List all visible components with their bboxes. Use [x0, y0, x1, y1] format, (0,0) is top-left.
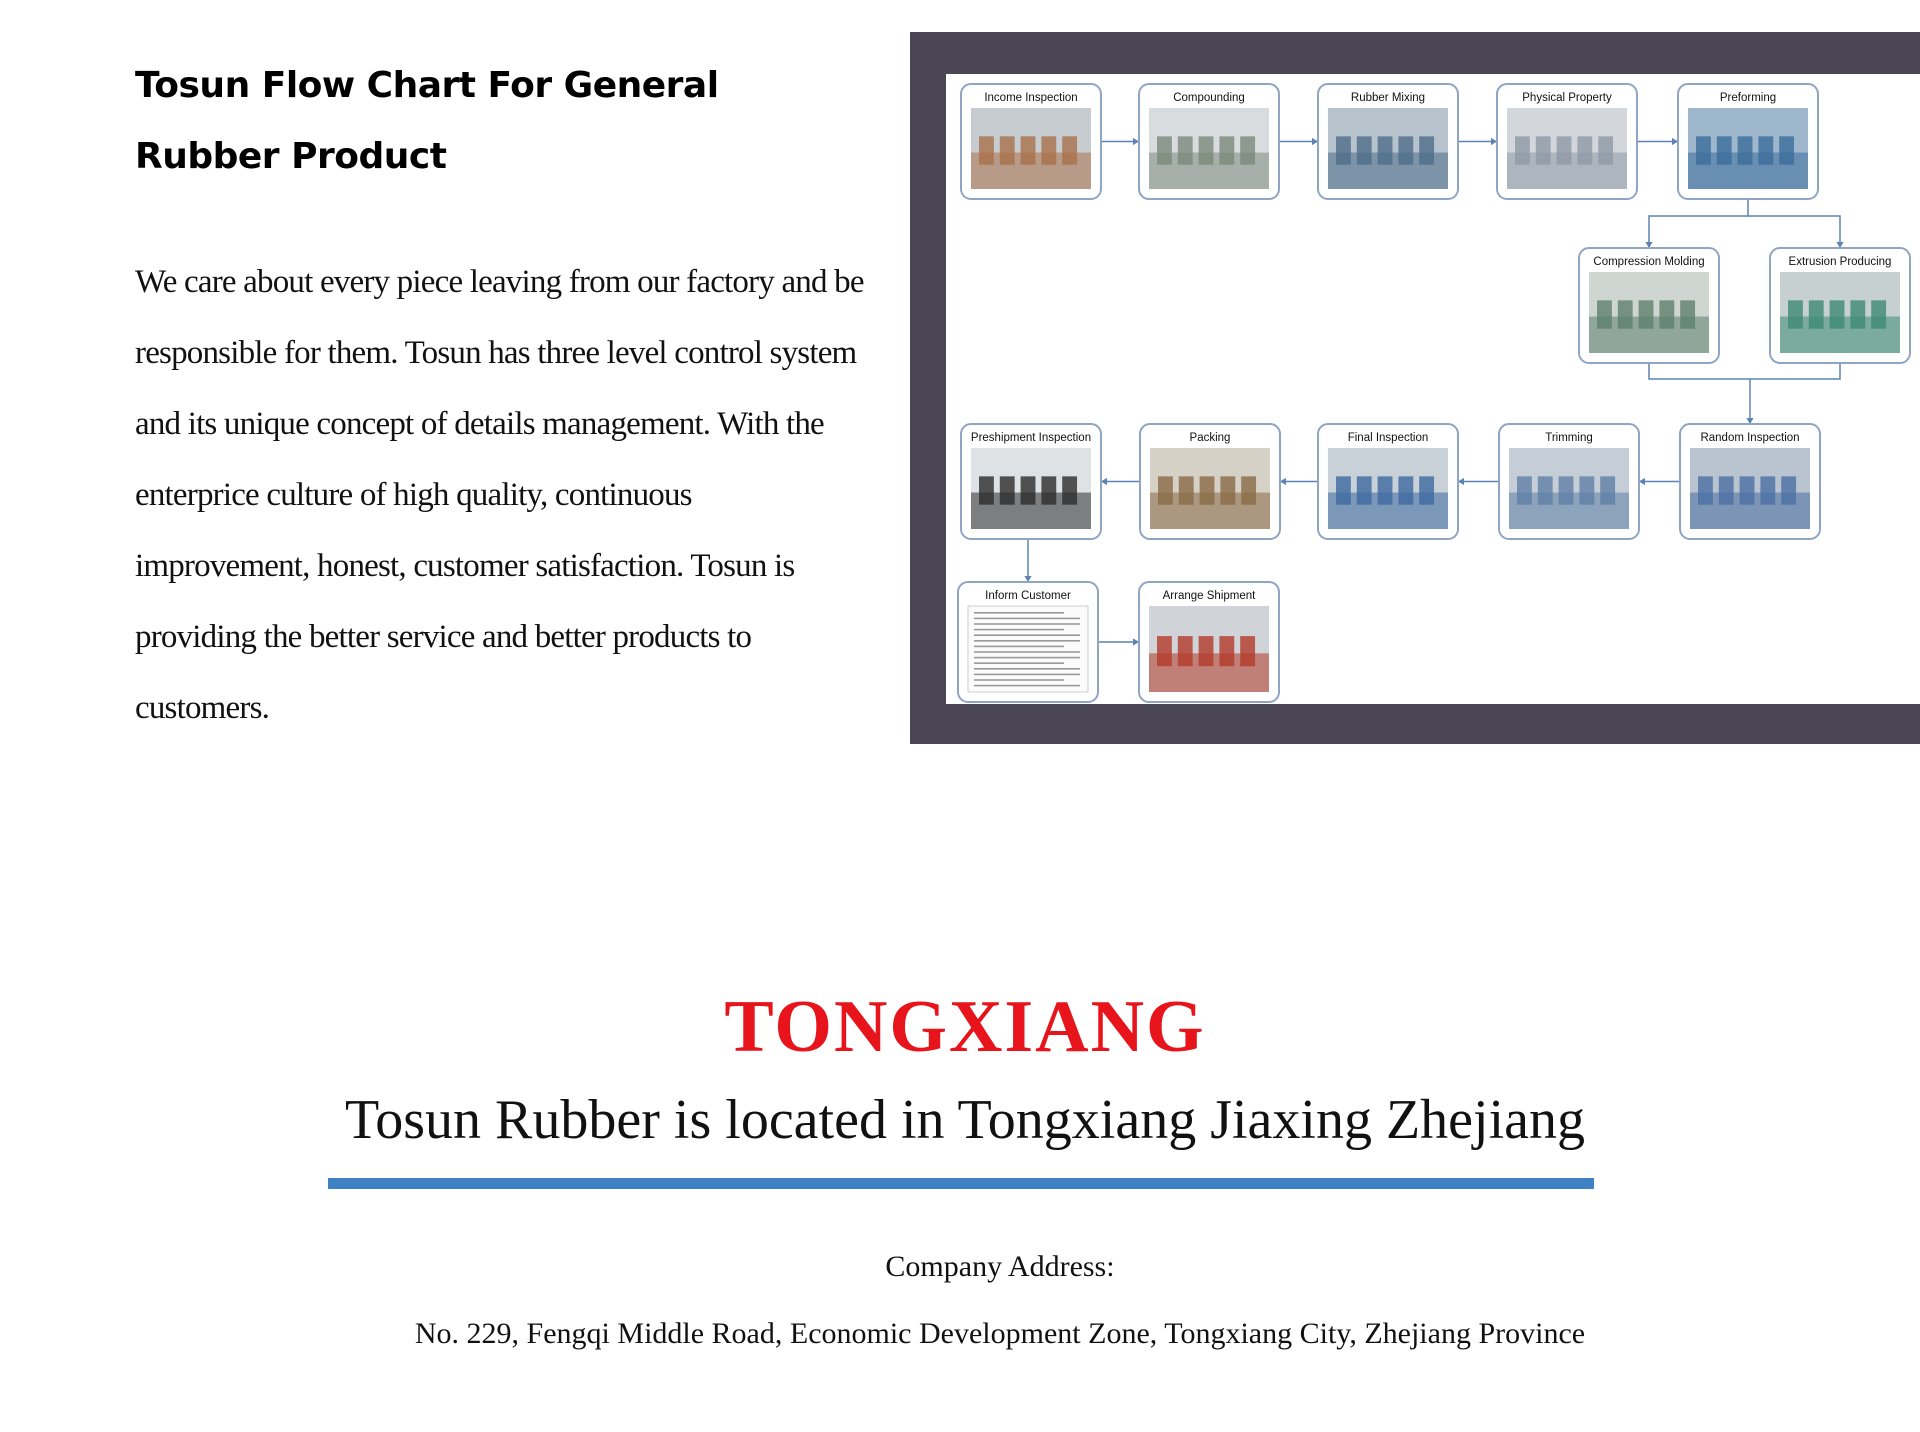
step-label: Compounding — [1173, 92, 1245, 104]
step-label: Physical Property — [1522, 92, 1612, 104]
text-line — [974, 623, 1080, 625]
photo-detail — [1062, 476, 1077, 504]
photo-detail — [1760, 476, 1775, 504]
step-label: Preshipment Inspection — [970, 432, 1092, 444]
photo-detail — [1021, 136, 1036, 164]
photo-detail — [1830, 300, 1845, 328]
flow-step — [1139, 582, 1279, 702]
photo-detail — [1680, 300, 1695, 328]
photo-detail — [1536, 136, 1551, 164]
photo-detail — [1419, 136, 1434, 164]
photo-detail — [1758, 136, 1773, 164]
text-line — [974, 640, 1080, 642]
step-label: Trimming — [1545, 432, 1593, 444]
flow-chart-canvas — [946, 74, 1920, 704]
brand-heading: TONGXIANG — [724, 986, 1206, 1068]
photo-detail — [1041, 136, 1056, 164]
photo-detail — [1241, 476, 1256, 504]
location-line: Tosun Rubber is located in Tongxiang Jiaxing Zhejiang — [344, 1089, 1586, 1151]
photo-detail — [1178, 636, 1193, 666]
text-line — [974, 662, 1064, 664]
text-line — [974, 674, 1080, 676]
photo-detail — [1788, 300, 1803, 328]
text-line — [974, 651, 1080, 653]
photo-detail — [1220, 476, 1235, 504]
photo-detail — [1041, 476, 1056, 504]
flow-step — [1140, 424, 1280, 539]
photo-detail — [1738, 136, 1753, 164]
photo-detail — [1398, 136, 1413, 164]
photo-detail — [1696, 136, 1711, 164]
photo-detail — [1200, 476, 1215, 504]
step-label: Random Inspection — [1700, 432, 1800, 444]
step-label: Final Inspection — [1347, 432, 1429, 444]
connector-split-a — [1649, 199, 1748, 248]
photo-detail — [1639, 300, 1654, 328]
photo-detail — [1577, 136, 1592, 164]
step-label: Packing — [1189, 432, 1231, 444]
text-line — [974, 629, 1064, 631]
step-label: Extrusion Producing — [1788, 256, 1892, 268]
photo-detail — [1515, 136, 1530, 164]
flow-step — [1770, 248, 1910, 363]
photo-detail — [1598, 136, 1613, 164]
connector-split-b — [1748, 216, 1840, 248]
photo-detail — [1871, 300, 1886, 328]
address-text: No. 229, Fengqi Middle Road, Economic Development Zone, Tongxiang City, Zhejiang Province — [414, 1317, 1586, 1350]
photo-detail — [1517, 476, 1532, 504]
photo-detail — [1021, 476, 1036, 504]
photo-detail — [1618, 300, 1633, 328]
photo-detail — [1000, 136, 1015, 164]
text-line — [974, 657, 1080, 659]
address-label: Company Address: — [885, 1250, 1115, 1283]
text-line — [974, 612, 1064, 614]
photo-detail — [1579, 476, 1594, 504]
flow-step — [1579, 248, 1719, 363]
text-line — [974, 646, 1064, 648]
photo-detail — [1717, 136, 1732, 164]
connector-merge — [1649, 363, 1840, 379]
text-line — [974, 685, 1080, 687]
text-line — [974, 679, 1064, 681]
section-title — [135, 50, 755, 192]
photo-detail — [1357, 136, 1372, 164]
step-label: Rubber Mixing — [1350, 92, 1426, 104]
photo-detail — [1781, 476, 1796, 504]
flow-step — [1678, 84, 1818, 199]
photo-detail — [1597, 300, 1612, 328]
photo-detail — [1559, 476, 1574, 504]
photo-detail — [1557, 136, 1572, 164]
photo-detail — [1698, 476, 1713, 504]
photo-detail — [1199, 636, 1214, 666]
text-line — [974, 634, 1080, 636]
photo-detail — [1336, 136, 1351, 164]
photo-detail — [979, 476, 994, 504]
photo-detail — [1062, 136, 1077, 164]
text-line — [974, 668, 1080, 670]
photo-detail — [1378, 476, 1393, 504]
photo-detail — [1219, 136, 1234, 164]
photo-detail — [1179, 476, 1194, 504]
divider-rule — [328, 1178, 1594, 1189]
flow-chart — [946, 74, 1920, 704]
flow-step — [1499, 424, 1639, 539]
photo-detail — [1157, 636, 1172, 666]
step-label: Income Inspection — [984, 92, 1078, 104]
step-label: Preforming — [1719, 92, 1777, 104]
photo-detail — [1000, 476, 1015, 504]
flow-chart-frame — [910, 32, 1920, 744]
photo-detail — [1378, 136, 1393, 164]
photo-detail — [1199, 136, 1214, 164]
flow-step — [961, 424, 1101, 539]
title-line-2: Rubber Product — [135, 136, 447, 177]
photo-detail — [1158, 476, 1173, 504]
flow-step — [1139, 84, 1279, 199]
photo-detail — [1157, 136, 1172, 164]
photo-detail — [1600, 476, 1615, 504]
flow-step — [1318, 424, 1458, 539]
photo-detail — [1779, 136, 1794, 164]
photo-detail — [1740, 476, 1755, 504]
photo-detail — [1178, 136, 1193, 164]
photo-detail — [1850, 300, 1865, 328]
photo-detail — [1538, 476, 1553, 504]
flow-step — [1497, 84, 1637, 199]
photo-detail — [1219, 636, 1234, 666]
photo-detail — [1419, 476, 1434, 504]
intro-paragraph: We care about every piece leaving from our factory and be responsible for them. Tosun has three level control system and its unique concept of details management. With the enterprice culture of high quality, continuous improvement, honest, customer satisfaction. Tosun is providing the better service and better products to customers. — [135, 264, 864, 726]
step-label: Arrange Shipment — [1162, 590, 1256, 602]
photo-detail — [1357, 476, 1372, 504]
photo-detail — [1809, 300, 1824, 328]
photo-detail — [1398, 476, 1413, 504]
title-line-1: Tosun Flow Chart For General — [135, 65, 719, 106]
flow-step — [961, 84, 1101, 199]
photo-detail — [979, 136, 994, 164]
photo-detail — [1336, 476, 1351, 504]
photo-detail — [1240, 636, 1255, 666]
flow-step — [958, 582, 1098, 702]
photo-detail — [1659, 300, 1674, 328]
step-label: Inform Customer — [985, 590, 1071, 602]
text-line — [974, 618, 1080, 620]
flow-step — [1680, 424, 1820, 539]
photo-detail — [1240, 136, 1255, 164]
photo-detail — [1719, 476, 1734, 504]
flow-step — [1318, 84, 1458, 199]
step-label: Compression Molding — [1593, 256, 1705, 268]
